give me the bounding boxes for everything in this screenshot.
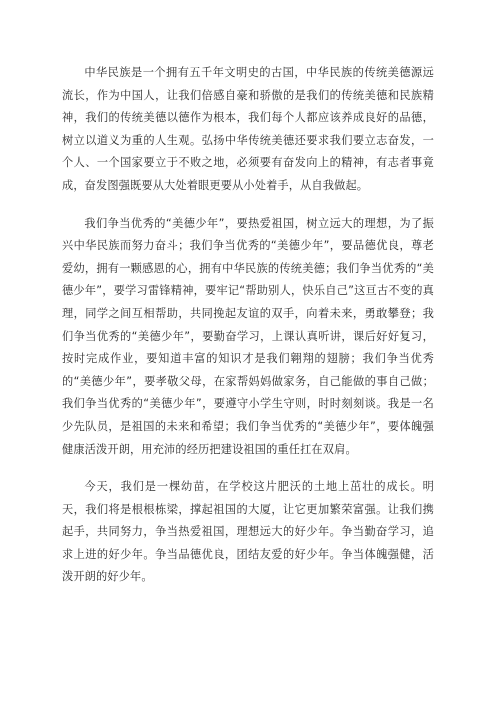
- paragraph-3: 今天，我们是一棵幼苗，在学校这片肥沃的土地上茁壮的成长。明天，我们将是根根栋梁，撑起祖国的大厦，让它更加繁荣富强。让我们携起手，共同努力，争当热爱祖国，理想远大的好少年。争当勤奋学习，追求上进的好少年。争当品德优良，团结友爱的好少年。争当体魄强健，活泼开朗的好少年。: [62, 480, 434, 584]
- document-body: [62, 62, 434, 589]
- paragraph-1: 中华民族是一个拥有五千年文明史的古国，中华民族的传统美德源远流长，作为中国人，让我们倍感自豪和骄傲的是我们的传统美德和民族精神，我们的传统美德以德作为根本，我们每个人都应该养成良好的品德，树立以道义为重的人生观。弘扬中华传统美德还要求我们要立志奋发，一个人、一个国家要立于不败之地，必须要有奋发向上的精神，有志者事竟成，奋发图强既要从大处着眼更要从小处着手，从自我做起。: [62, 66, 434, 192]
- paragraph-2: 我们争当优秀的“美德少年”，要热爱祖国，树立远大的理想，为了振兴中华民族而努力奋斗；我们争当优秀的“美德少年”，要品德优良，尊老爱幼，拥有一颗感恩的心，拥有中华民族的传统美德；我们争当优秀的“美德少年”，要学习雷锋精神，要牢记“帮助别人，快乐自己”这亘古不变的真理，同学之间互相帮助，共同挽起友谊的双手，向着未来，勇敢攀登；我们争当优秀的“美德少年”，要勤奋学习，上课认真听讲，课后好好复习，按时完成作业，要知道丰富的知识才是我们翱翔的翅膀；我们争当优秀的“美德少年”，要孝敬父母，在家帮妈妈做家务，自己能做的事自己做；我们争当优秀的“美德少年”，要遵守小学生守则，时时刻刻谈。我是一名少先队员，是祖国的未来和希望；我们争当优秀的“美德少年”，要体魄强健康活泼开朗，用充沛的经历把建设祖国的重任扛在双肩。: [62, 216, 434, 456]
